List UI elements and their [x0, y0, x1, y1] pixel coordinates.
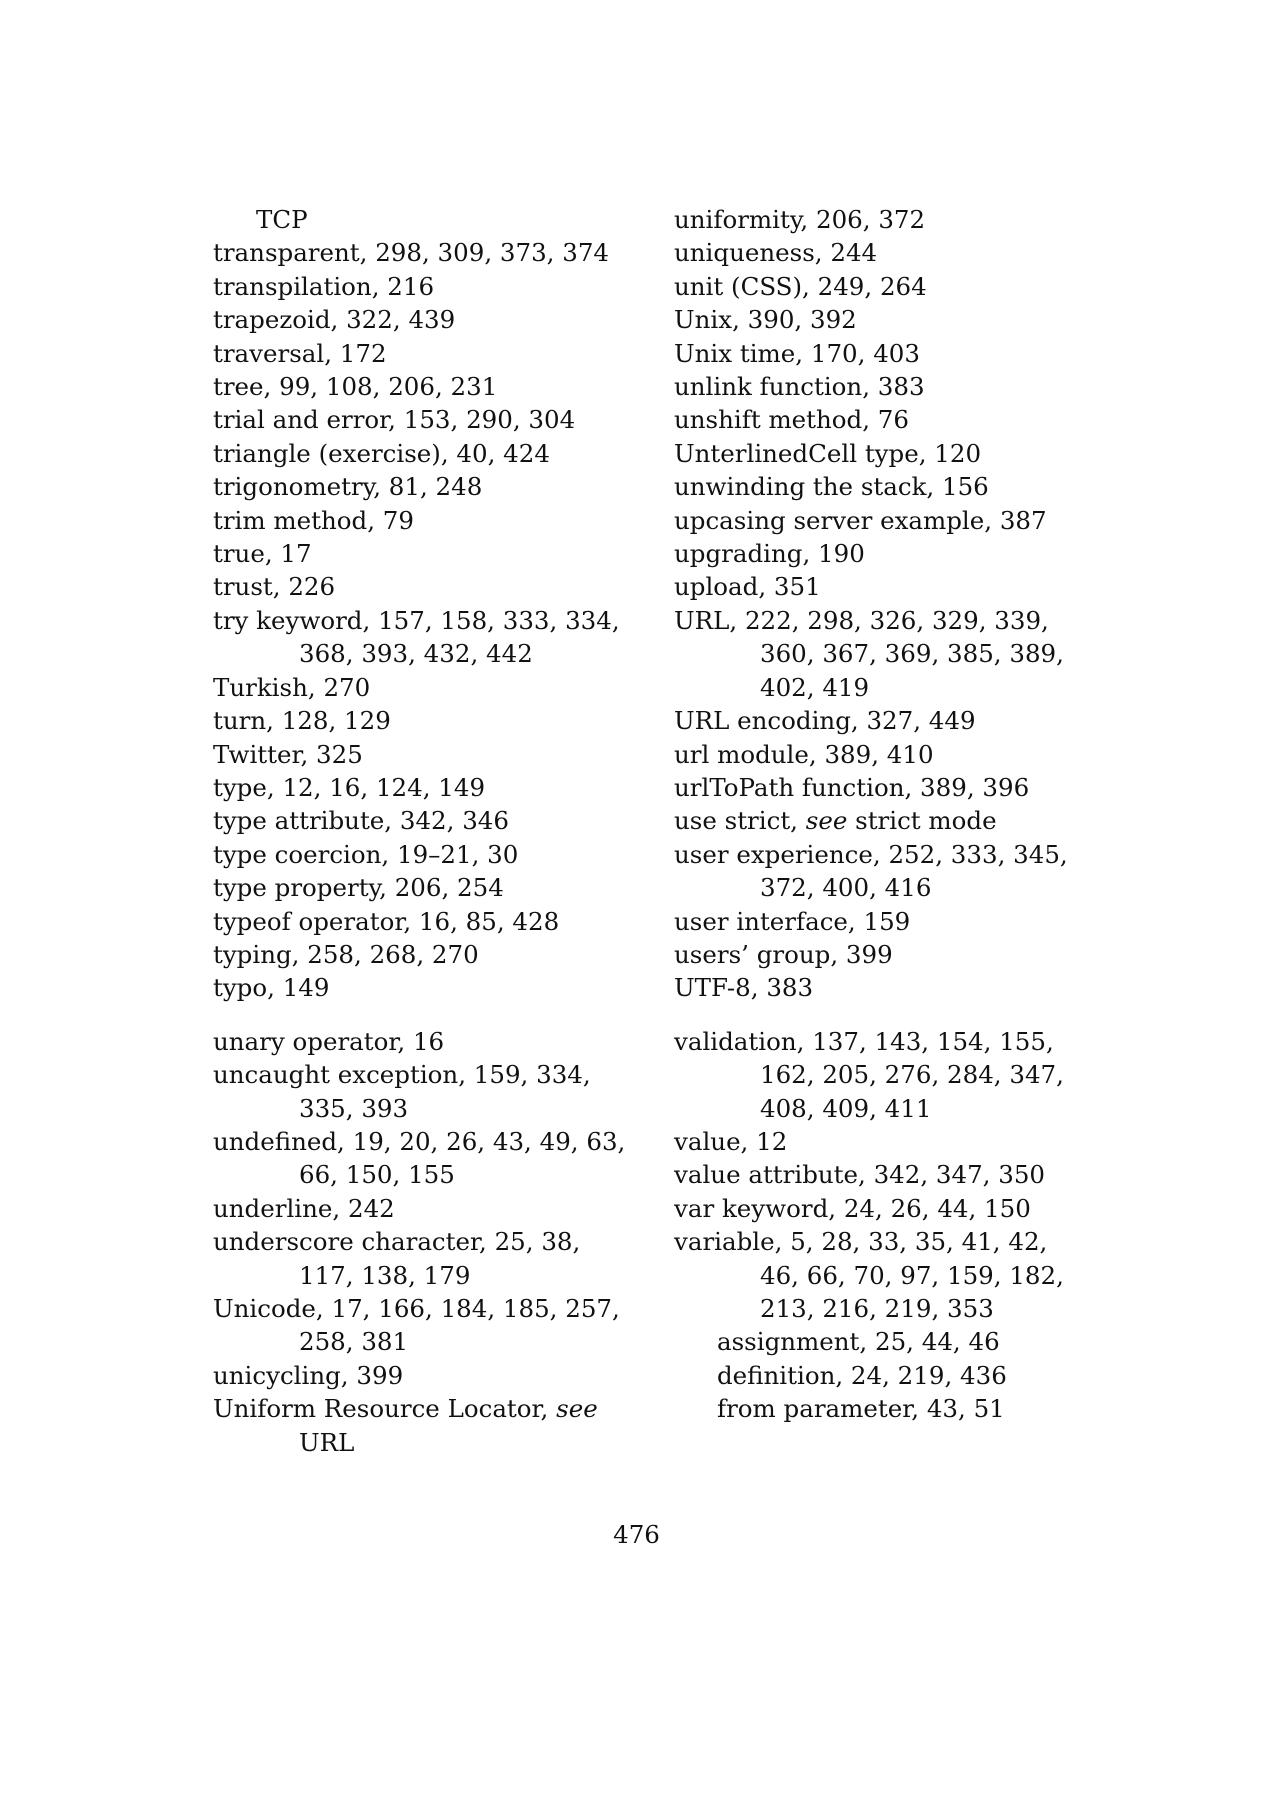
- index-entry: upgrading, 190: [674, 539, 865, 569]
- index-entry: uniformity, 206, 372: [674, 205, 926, 234]
- index-entry: tree, 99, 108, 206, 231: [213, 372, 498, 402]
- index-entry: Unix time, 170, 403: [674, 338, 920, 368]
- group-separator: [213, 1005, 638, 1025]
- index-group-v: [674, 1025, 1089, 1426]
- index-entry: Twitter, 325: [213, 739, 363, 769]
- index-entry: transpilation, 216: [213, 271, 435, 301]
- index-entry: [674, 804, 1089, 837]
- index-entry: type attribute, 342, 346: [213, 806, 509, 836]
- index-entry: value attribute, 342, 347, 350: [674, 1160, 1046, 1190]
- index-entry: undefined, 19, 20, 26, 43, 49, 63, 66, 150, 155: [213, 1126, 626, 1190]
- index-entry: uniqueness, 244: [674, 238, 878, 268]
- index-entry: URL, 222, 298, 326, 329, 339, 360, 367, 369, 385, 389, 402, 419: [674, 605, 1064, 702]
- index-entry: trim method, 79: [213, 505, 414, 535]
- entry-target: URL: [299, 1427, 355, 1457]
- index-entry: transparent, 298, 309, 373, 374: [213, 238, 609, 268]
- index-entry: turn, 128, 129: [213, 706, 391, 736]
- index-entry: URL encoding, 327, 449: [674, 706, 976, 736]
- index-entry: Unix, 390, 392: [674, 305, 857, 335]
- index-subentry: from parameter, 43, 51: [717, 1394, 1005, 1424]
- index-entry: trial and error, 153, 290, 304: [213, 405, 576, 435]
- index-subentry: assignment, 25, 44, 46: [717, 1327, 1000, 1357]
- index-entry: var keyword, 24, 26, 44, 150: [674, 1193, 1031, 1223]
- index-entry: user interface, 159: [674, 906, 911, 936]
- index-entry: triangle (exercise), 40, 424: [213, 438, 550, 468]
- page-number: 476: [613, 1520, 660, 1549]
- index-entry: unshift method, 76: [674, 405, 909, 435]
- index-entry: unicycling, 399: [213, 1360, 404, 1390]
- index-entry: unary operator, 16: [213, 1026, 445, 1056]
- index-entry: typing, 258, 268, 270: [213, 939, 479, 969]
- index-entry: unwinding the stack, 156: [674, 472, 989, 502]
- entry-target: strict mode: [847, 806, 997, 836]
- index-entry: user experience, 252, 333, 345, 372, 400, 416: [674, 839, 1068, 903]
- index-column-right: [674, 203, 1089, 1426]
- index-entry: users’ group, 399: [674, 939, 893, 969]
- index-entry: type property, 206, 254: [213, 873, 504, 903]
- index-column-left: [213, 203, 638, 1459]
- index-entry: underline, 242: [213, 1193, 395, 1223]
- entry-term: Uniform Resource Locator,: [213, 1394, 557, 1424]
- index-entry: [213, 1392, 638, 1459]
- index-entry: Unicode, 17, 166, 184, 185, 257, 258, 381: [213, 1294, 620, 1357]
- index-entry: try keyword, 157, 158, 333, 334, 368, 393, 432, 442: [213, 605, 620, 669]
- index-entry: trust, 226: [213, 572, 336, 602]
- index-entry: trigonometry, 81, 248: [213, 472, 483, 502]
- index-group-u: [213, 1025, 638, 1459]
- index-entry: unit (CSS), 249, 264: [674, 271, 927, 301]
- group-separator: [674, 1005, 1089, 1025]
- index-entry: traversal, 172: [213, 338, 387, 368]
- index-entry: typeof operator, 16, 85, 428: [213, 906, 560, 936]
- index-group-u: [674, 203, 1089, 1005]
- index-entry: upcasing server example, 387: [674, 505, 1047, 535]
- index-entry: typo, 149: [213, 973, 330, 1003]
- index-group-t: [213, 203, 638, 1005]
- see-reference: see: [805, 806, 848, 836]
- index-entry: upload, 351: [674, 572, 821, 602]
- index-entry: TCP: [256, 205, 308, 234]
- index-subentry: definition, 24, 219, 436: [717, 1360, 1007, 1390]
- index-entry: validation, 137, 143, 154, 155, 162, 205, 276, 284, 347, 408, 409, 411: [674, 1026, 1064, 1123]
- entry-term: use strict,: [674, 806, 806, 836]
- index-entry: trapezoid, 322, 439: [213, 305, 456, 335]
- see-reference: see: [556, 1394, 598, 1424]
- index-entry: underscore character, 25, 38, 117, 138, 179: [213, 1227, 581, 1290]
- index-entry: true, 17: [213, 539, 312, 569]
- index-entry: value, 12: [674, 1126, 788, 1156]
- index-entry: urlToPath function, 389, 396: [674, 772, 1030, 802]
- index-entry: unlink function, 383: [674, 372, 925, 402]
- index-entry: uncaught exception, 159, 334, 335, 393: [213, 1060, 591, 1123]
- index-entry: Turkish, 270: [213, 672, 371, 702]
- index-entry: type, 12, 16, 124, 149: [213, 772, 486, 802]
- index-entry: url module, 389, 410: [674, 739, 934, 769]
- index-entry: type coercion, 19–21, 30: [213, 839, 519, 869]
- index-entry: UTF-8, 383: [674, 973, 814, 1003]
- index-entry: UnterlinedCell type, 120: [674, 438, 982, 468]
- index-entry: variable, 5, 28, 33, 35, 41, 42, 46, 66, 70, 97, 159, 182, 213, 216, 219, 353: [674, 1227, 1064, 1323]
